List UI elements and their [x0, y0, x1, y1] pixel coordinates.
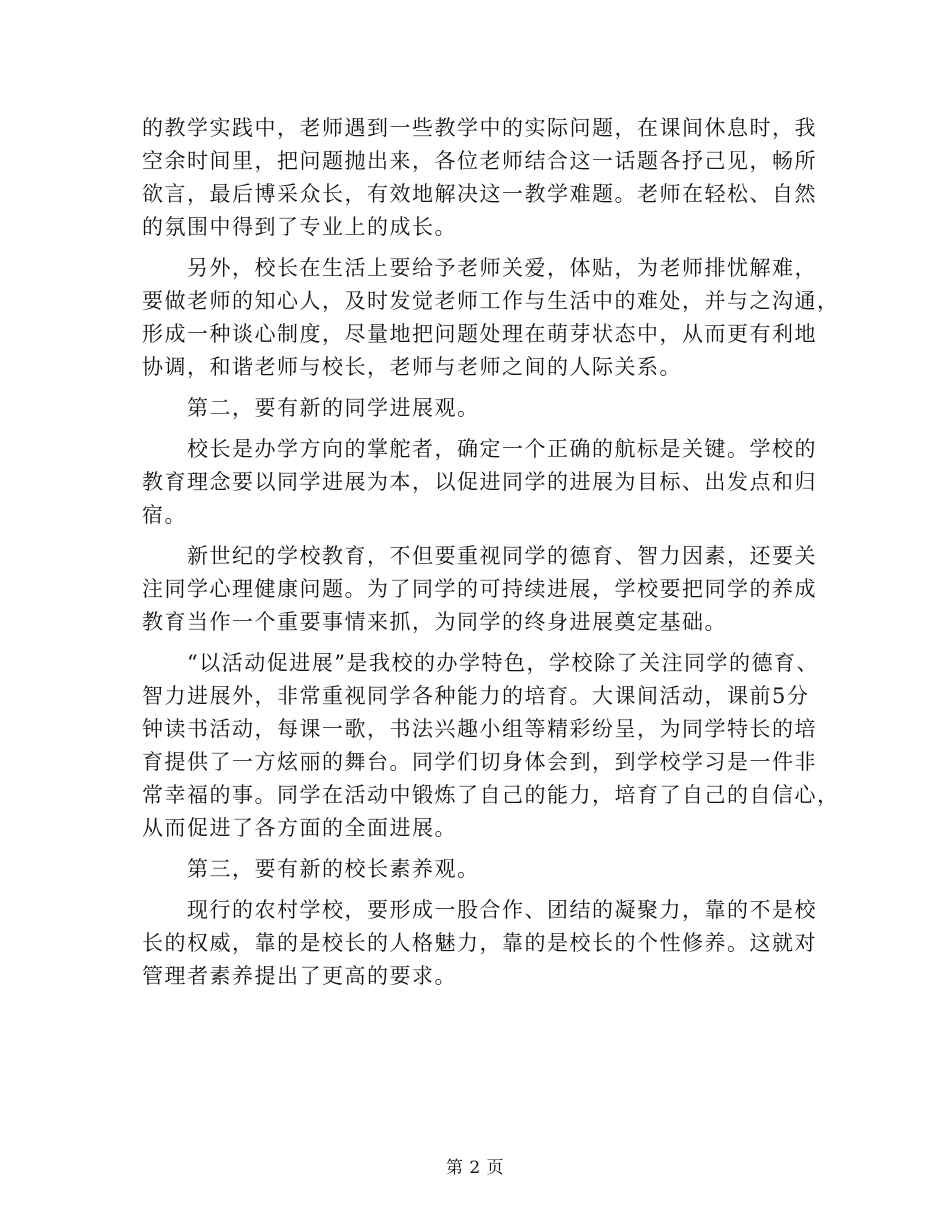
- text-line: 长的权威，靠的是校长的人格魅力，靠的是校长的个性修养。这就对: [142, 931, 817, 955]
- text-line: 现行的农村学校，要形成一股合作、团结的凝聚力，靠的不是校: [187, 898, 817, 922]
- text-line: 宿。: [142, 503, 187, 527]
- text-line: 协调，和谐老师与校长，老师与老师之间的人际关系。: [142, 355, 682, 379]
- page-number: 第 2 页: [445, 1158, 505, 1178]
- text-line: 常幸福的事。同学在活动中锻炼了自己的能力，培育了自己的自信心，: [142, 783, 840, 807]
- paragraph-5: [142, 540, 817, 639]
- section-heading-3: [142, 853, 814, 886]
- text-line: 新世纪的学校教育，不但要重视同学的德育、智力因素，还要关: [187, 544, 817, 568]
- paragraph-4: [142, 433, 817, 532]
- text-line: 育提供了一方炫丽的舞台。同学们切身体会到，到学校学习是一件非: [142, 750, 817, 774]
- text-line: 另外，校长在生活上要给予老师关爱，体贴，为老师排忧解难，: [187, 256, 817, 280]
- text-line: 第二，要有新的同学进展观。: [187, 396, 480, 420]
- text-line: 形成一种谈心制度，尽量地把问题处理在萌芽状态中，从而更有利地: [142, 322, 817, 346]
- text-line: 空余时间里，把问题抛出来，各位老师结合这一话题各抒己见，畅所: [142, 149, 817, 173]
- text-line: 要做老师的知心人，及时发觉老师工作与生活中的难处，并与之沟通，: [142, 289, 840, 313]
- text-line: 教育理念要以同学进展为本，以促进同学的进展为目标、出发点和归: [142, 470, 817, 494]
- document-body: [142, 112, 840, 993]
- text-line: 从而促进了各方面的全面进展。: [142, 816, 457, 840]
- text-line: 的教学实践中，老师遇到一些教学中的实际问题，在课间休息时，我: [142, 116, 817, 140]
- paragraph-2: [142, 252, 840, 384]
- text-line: “以活动促进展”是我校的办学特色，学校除了关注同学的德育、: [187, 651, 819, 675]
- paragraph-6: [142, 647, 840, 845]
- text-line: 的氛围中得到了专业上的成长。: [142, 215, 457, 239]
- paragraph-8: [142, 894, 817, 993]
- text-line: 智力进展外，非常重视同学各种能力的培育。大课间活动，课前5分: [142, 684, 810, 708]
- text-line: 校长是办学方向的掌舵者，确定一个正确的航标是关键。学校的: [187, 437, 817, 461]
- text-line: 欲言，最后博采众长，有效地解决这一教学难题。老师在轻松、自然: [142, 182, 817, 206]
- text-line: 第三，要有新的校长素养观。: [187, 857, 480, 881]
- text-line: 钟读书活动，每课一歌，书法兴趣小组等精彩纷呈，为同学特长的培: [142, 717, 817, 741]
- text-line: 教育当作一个重要事情来抓，为同学的终身进展奠定基础。: [142, 610, 727, 634]
- text-line: 注同学心理健康问题。为了同学的可持续进展，学校要把同学的养成: [142, 577, 817, 601]
- section-heading-2: [142, 392, 814, 425]
- text-line: 管理者素养提出了更高的要求。: [142, 964, 457, 988]
- paragraph-1: [142, 112, 817, 244]
